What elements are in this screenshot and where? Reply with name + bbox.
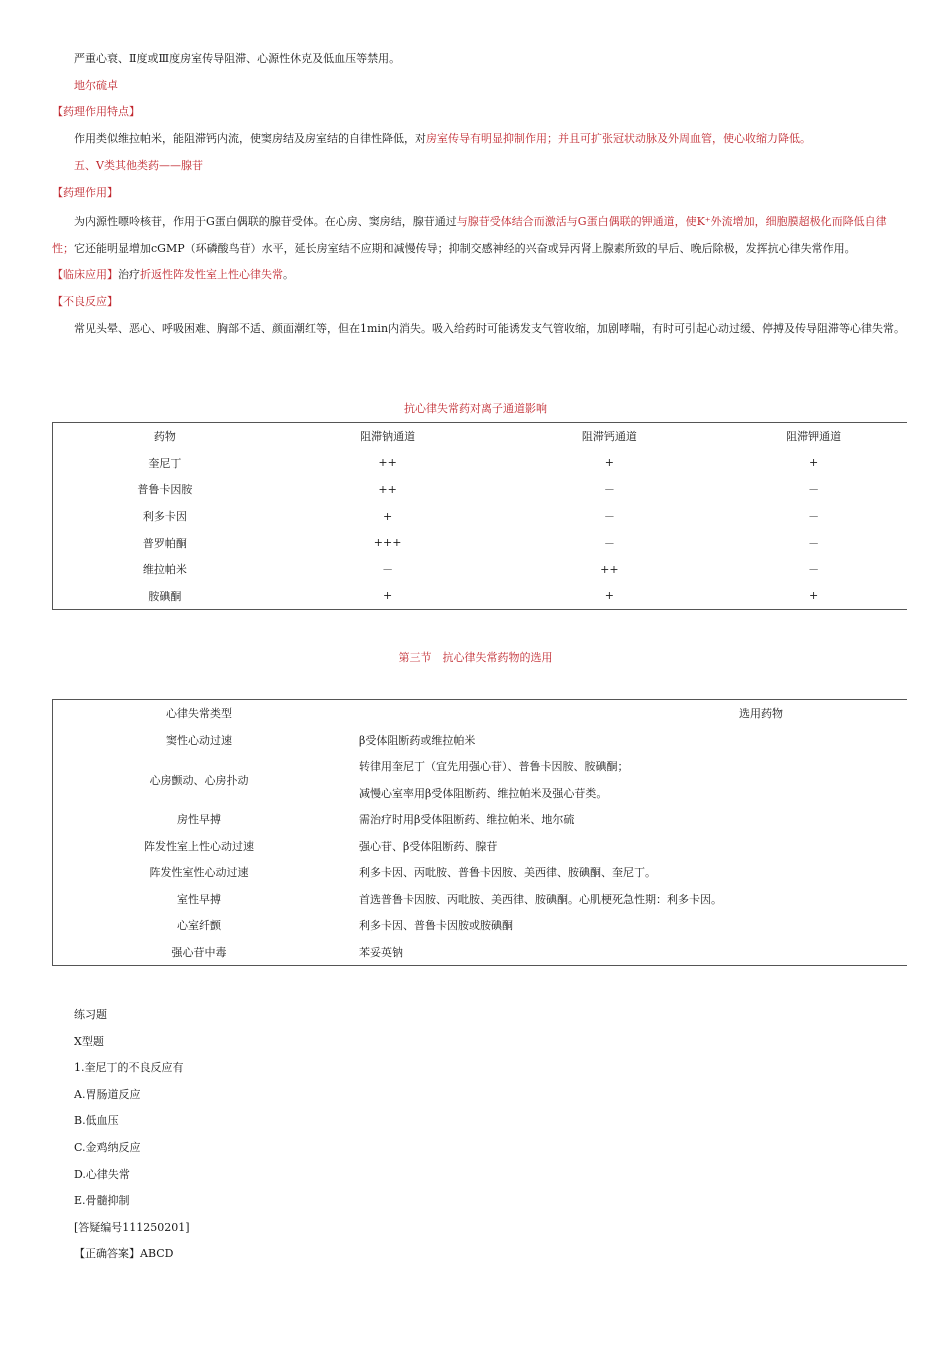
table-row bbox=[53, 503, 908, 530]
clinical-header: 【临床应用】 bbox=[52, 268, 118, 281]
table1-title: 抗心律失常药对离子通道影响 bbox=[404, 402, 547, 415]
drug-choice-cell: 减慢心室率用β受体阻断药、维拉帕米及强心苷类。 bbox=[359, 786, 608, 800]
option-c: C.金鸡纳反应 bbox=[74, 1141, 141, 1154]
table-row bbox=[53, 753, 908, 780]
table-row bbox=[53, 727, 908, 754]
table-row bbox=[53, 529, 908, 556]
table-cell: － bbox=[603, 483, 615, 497]
drug-choice-cell: 强心苷、β受体阻断药、腺苷 bbox=[359, 839, 498, 853]
exercise-type: X型题 bbox=[74, 1035, 104, 1048]
pharm-action-header: 【药理作用】 bbox=[52, 186, 118, 199]
arrhythmia-type-cell: 心房颤动、心房扑动 bbox=[149, 773, 249, 787]
table-row bbox=[53, 476, 908, 503]
exercise-question: 1.奎尼丁的不良反应有 bbox=[74, 1061, 184, 1074]
table-cell: － bbox=[603, 510, 615, 524]
table-cell: + bbox=[382, 589, 393, 603]
table-row bbox=[53, 450, 908, 477]
table-row bbox=[53, 859, 908, 886]
arrhythmia-type-cell: 窦性心动过速 bbox=[166, 733, 232, 747]
table-cell: － bbox=[808, 536, 820, 550]
clinical-red: 折返性阵发性室上性心律失常 bbox=[140, 268, 283, 281]
arrhythmia-type-cell: 强心苷中毒 bbox=[171, 945, 227, 959]
arrhythmia-type-cell: 阵发性室性心动过速 bbox=[149, 866, 249, 880]
qa-id: [答疑编号111250201] bbox=[74, 1221, 190, 1234]
ion-channel-table-body bbox=[53, 423, 908, 610]
pharm-feature-text bbox=[74, 132, 811, 146]
diltiazem-title: 地尔硫卓 bbox=[74, 79, 118, 92]
table-cell: 普鲁卡因胺 bbox=[137, 483, 193, 497]
option-e: E.骨髓抑制 bbox=[74, 1194, 130, 1207]
drug-choice-cell: 苯妥英钠 bbox=[359, 945, 403, 959]
arrhythmia-type-cell: 阵发性室上性心动过速 bbox=[144, 839, 254, 853]
arrhythmia-type-cell: 心室纤颤 bbox=[177, 919, 221, 933]
option-b: B.低血压 bbox=[74, 1114, 119, 1127]
clinical-line bbox=[52, 268, 294, 282]
table1-header-cell: 阻滞钠通道 bbox=[360, 430, 416, 444]
table-cell: － bbox=[382, 563, 394, 577]
option-d: D.心律失常 bbox=[74, 1168, 130, 1181]
table-row bbox=[53, 939, 908, 966]
table-row bbox=[53, 556, 908, 583]
table-cell: + bbox=[604, 589, 614, 603]
table-cell: + bbox=[808, 589, 819, 603]
table-cell: 普罗帕酮 bbox=[142, 536, 187, 550]
pharm-feature-black: 作用类似维拉帕米，能阻滞钙内流，使窦房结及房室结的自律性降低，对 bbox=[74, 132, 426, 145]
table-row bbox=[53, 583, 908, 610]
drug-choice-cell: β受体阻断药或维拉帕米 bbox=[359, 733, 476, 747]
contraindication-line: 严重心衰、Ⅱ度或Ⅲ度房室传导阻滞、心源性休克及低血压等禁用。 bbox=[74, 52, 401, 65]
table-cell: 胺碘酮 bbox=[148, 589, 182, 603]
arrhythmia-type-cell: 室性早搏 bbox=[177, 892, 221, 906]
table-cell: － bbox=[603, 536, 615, 550]
clinical-end: 。 bbox=[283, 268, 294, 281]
table-cell: ++ bbox=[378, 456, 397, 470]
table-cell: ++ bbox=[600, 562, 619, 576]
drug-choice-cell: 需治疗时用β受体阻断药、维拉帕米、地尔硫 bbox=[359, 813, 575, 827]
table-cell: + bbox=[382, 509, 393, 523]
adenosine-red: 与腺苷受体结合而激活与G蛋白偶联的钾通道，使K⁺外流增加，细胞膜超极化而降低自律性； bbox=[52, 215, 887, 255]
table-cell: 利多卡因 bbox=[142, 510, 187, 524]
table1-header-cell: 阻滞钾通道 bbox=[786, 430, 842, 444]
clinical-black: 治疗 bbox=[118, 268, 140, 281]
table2-header-row bbox=[53, 700, 908, 727]
table-cell: － bbox=[808, 483, 820, 497]
correct-answer: 【正确答案】ABCD bbox=[74, 1247, 174, 1260]
table-row bbox=[53, 833, 908, 860]
adenosine-paragraph bbox=[52, 208, 907, 262]
arrhythmia-type-cell: 房性早搏 bbox=[177, 813, 221, 827]
table-cell: 维拉帕米 bbox=[142, 563, 187, 577]
drug-choice-cell: 利多卡因、普鲁卡因胺或胺碘酮 bbox=[359, 919, 513, 933]
table-cell: + bbox=[604, 456, 614, 470]
adverse-header: 【不良反应】 bbox=[52, 295, 118, 308]
table-row bbox=[53, 886, 908, 913]
table-row bbox=[53, 912, 908, 939]
adverse-paragraph: 常见头晕、恶心、呼吸困难、胸部不适、颜面潮红等，但在1min内消失。吸入给药时可能诱发支气管收缩，加剧哮喘，有时可引起心动过缓、停搏及传导阻滞等心律失常。 bbox=[74, 322, 906, 335]
drug-selection-table-body bbox=[53, 700, 908, 966]
section3-title: 第三节 抗心律失常药物的选用 bbox=[398, 651, 553, 664]
pharm-feature-red: 房室传导有明显抑制作用；并且可扩张冠状动脉及外周血管，使心收缩力降低。 bbox=[426, 132, 811, 145]
class5-title: 五、Ⅴ类其他类药——腺苷 bbox=[74, 159, 203, 172]
table1-header-cell: 药物 bbox=[153, 430, 176, 444]
table-cell: － bbox=[808, 510, 820, 524]
option-a: A.胃肠道反应 bbox=[74, 1088, 141, 1101]
table-cell: ++ bbox=[378, 482, 397, 496]
ion-channel-table bbox=[52, 422, 907, 610]
exercise-title: 练习题 bbox=[74, 1008, 107, 1021]
table-cell: + bbox=[808, 456, 819, 470]
table2-header-cell: 心律失常类型 bbox=[166, 707, 232, 721]
table-row bbox=[53, 806, 908, 833]
drug-choice-cell: 利多卡因、丙吡胺、普鲁卡因胺、美西律、胺碘酮、奎尼丁。 bbox=[359, 866, 656, 880]
drug-selection-table bbox=[52, 699, 907, 966]
drug-choice-cell: 首选普鲁卡因胺、丙吡胺、美西律、胺碘酮。心肌梗死急性期：利多卡因。 bbox=[359, 892, 722, 906]
table2-header-cell: 选用药物 bbox=[739, 707, 783, 721]
table-cell: － bbox=[808, 563, 820, 577]
table-cell: +++ bbox=[373, 536, 402, 550]
pharm-feature-header: 【药理作用特点】 bbox=[52, 105, 140, 118]
table-cell: 奎尼丁 bbox=[148, 456, 182, 470]
table1-header-cell: 阻滞钙通道 bbox=[581, 430, 637, 444]
adenosine-black: 为内源性嘌呤核苷，作用于G蛋白偶联的腺苷受体。在心房、窦房结，腺苷通过 bbox=[74, 215, 457, 228]
adenosine-rest: 它还能明显增加cGMP（环磷酸鸟苷）水平，延长房室结不应期和减慢传导；抑制交感神经的兴奋或异丙肾上腺素所致的早后、晚后除极，发挥抗心律失常作用。 bbox=[74, 242, 856, 255]
drug-choice-cell: 转律用奎尼丁（宜先用强心苷）、普鲁卡因胺、胺碘酮； bbox=[359, 760, 629, 774]
table1-header-row bbox=[53, 423, 908, 450]
